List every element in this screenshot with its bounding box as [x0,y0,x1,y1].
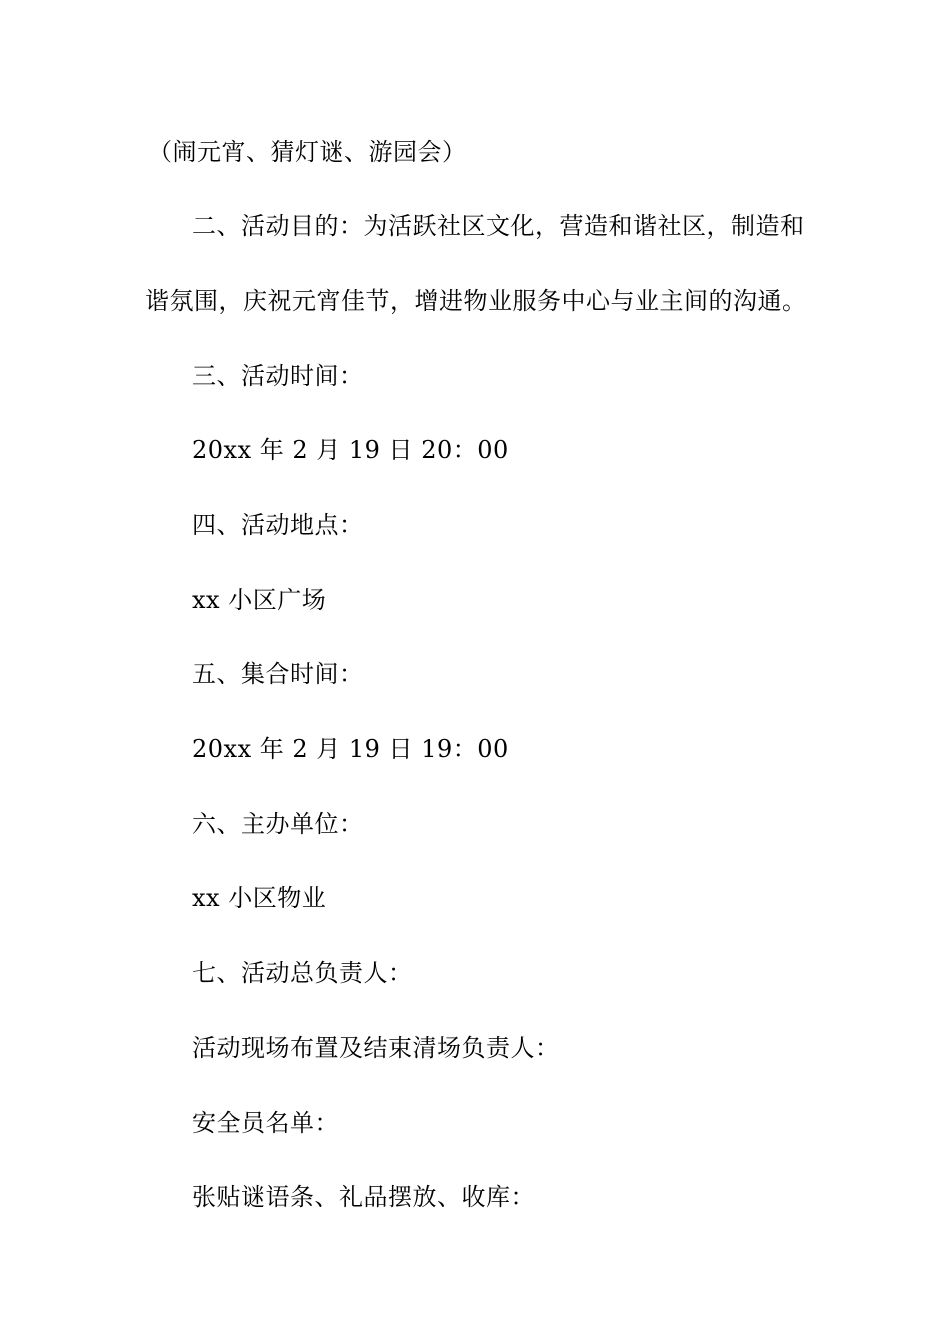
place-value: xx 小区广场 [192,586,327,614]
purpose-paragraph-line-1: 二、活动目的：为活跃社区文化，营造和谐社区，制造和 [192,212,805,240]
leader-heading: 七、活动总负责人： [192,959,413,987]
purpose-paragraph-line-2: 谐氛围，庆祝元宵佳节，增进物业服务中心与业主间的沟通。 [145,287,807,315]
place-heading: 四、活动地点： [192,511,364,539]
organizer-value: xx 小区物业 [192,884,327,912]
gather-heading: 五、集合时间： [192,660,364,688]
setup-leader-line: 活动现场布置及结束清场负责人： [192,1034,560,1062]
time-value: 20xx 年 2 月 19 日 20：00 [192,436,509,464]
time-heading: 三、活动时间： [192,362,364,390]
event-subtitle: （闹元宵、猜灯谜、游园会） [148,138,467,166]
organizer-heading: 六、主办单位： [192,810,364,838]
gather-value: 20xx 年 2 月 19 日 19：00 [192,735,509,763]
safety-list-line: 安全员名单： [192,1109,339,1137]
posting-task-line: 张贴谜语条、礼品摆放、收库： [192,1183,535,1211]
